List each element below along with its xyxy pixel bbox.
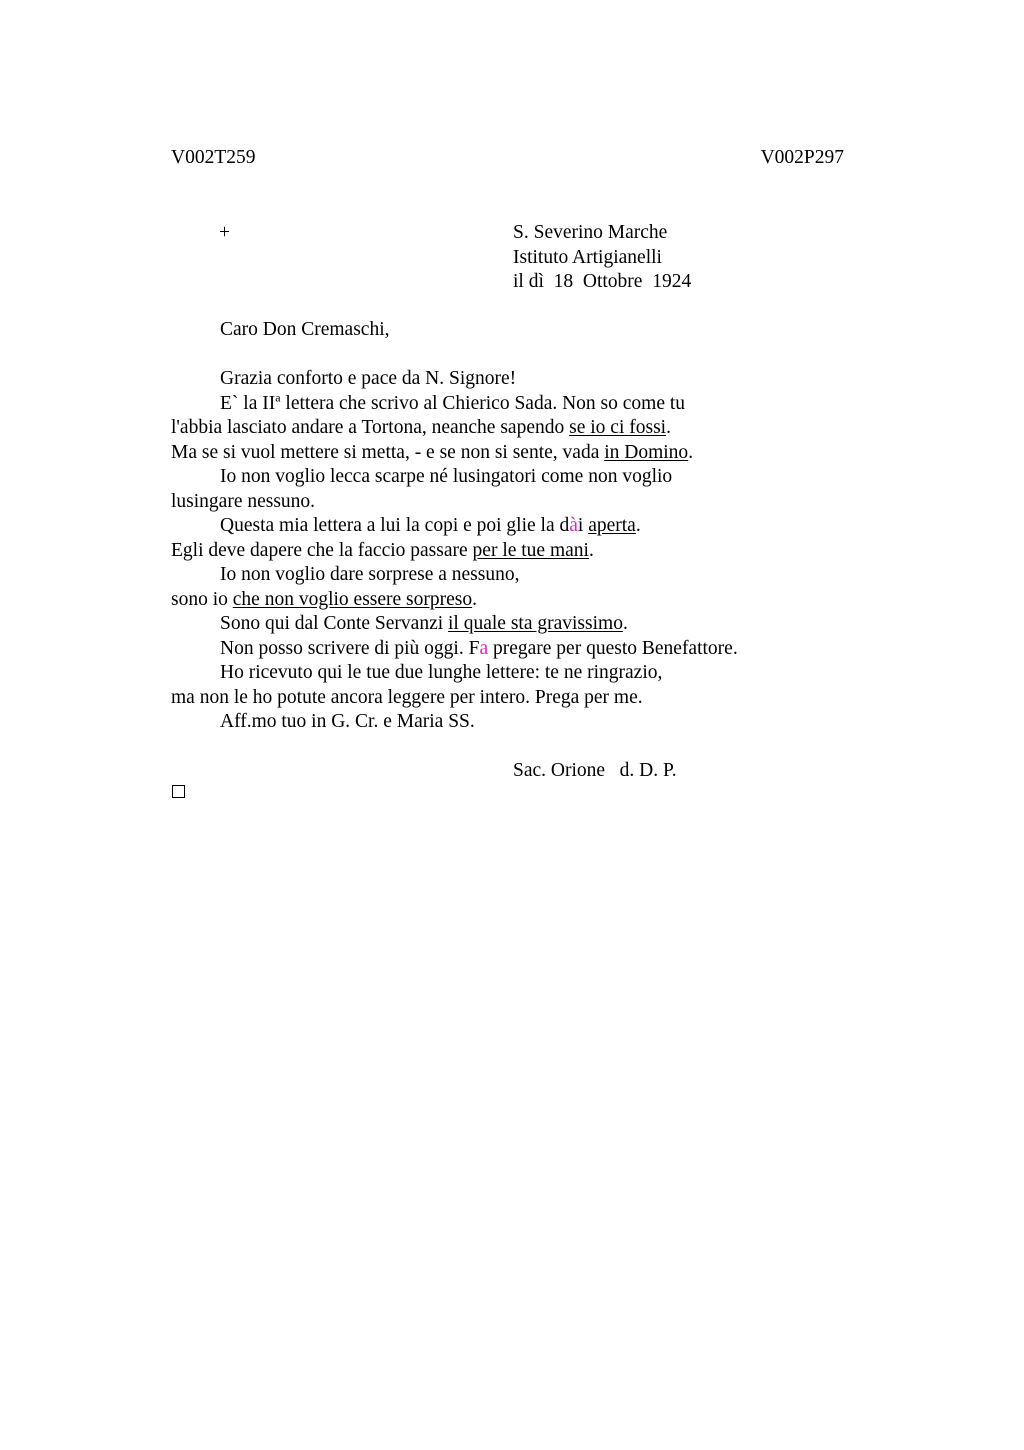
text-run: . xyxy=(688,441,694,463)
highlighted-text: a xyxy=(479,637,489,659)
letterhead-block xyxy=(513,221,691,295)
end-mark-square-icon xyxy=(172,785,185,798)
letter-line xyxy=(171,392,851,417)
text-run: . xyxy=(472,588,477,610)
underlined-text: in Domino xyxy=(604,441,689,463)
letter-line xyxy=(171,539,851,564)
letterhead-date: il dì 18 Ottobre 1924 xyxy=(513,271,692,292)
document-reference-right: V002P297 xyxy=(760,147,844,168)
letter-line xyxy=(171,637,851,662)
letter-line: Ho ricevuto qui le tue due lunghe lettere: te ne ringrazio, xyxy=(220,662,663,683)
text-run: . xyxy=(622,613,628,634)
underlined-text: il quale sta gravissimo xyxy=(448,613,623,634)
text-run: E` la II xyxy=(220,392,276,414)
text-run: Questa mia lettera a lui la copi e poi glie la d xyxy=(220,515,570,536)
underlined-text: aperta xyxy=(588,515,636,536)
letter-line xyxy=(171,514,851,539)
text-run: Ma se si vuol mettere si metta, - e se non si sente, vada xyxy=(171,441,605,463)
superscript: a xyxy=(275,390,281,404)
letter-line xyxy=(171,588,851,613)
text-run: l'abbia lasciato andare a Tortona, neanche sapendo xyxy=(171,417,570,438)
text-run: Non posso scrivere di più oggi. F xyxy=(220,637,480,659)
letter-line xyxy=(171,441,851,466)
letterhead-institute: Istituto Artigianelli xyxy=(513,246,662,268)
letter-line xyxy=(171,612,851,637)
signature: Sac. Orione d. D. P. xyxy=(513,760,677,781)
letterhead-place: S. Severino Marche xyxy=(513,222,668,243)
letter-line: Io non voglio dare sorprese a nessuno, xyxy=(220,564,520,585)
letter-line xyxy=(171,416,851,441)
cross-symbol: + xyxy=(219,222,230,243)
underlined-text: se io ci fossi xyxy=(569,417,667,438)
text-run: lettera che scrivo al Chierico Sada. Non so come tu xyxy=(280,392,686,414)
text-run: i xyxy=(577,515,589,536)
letter-body xyxy=(171,318,851,784)
underlined-text: che non voglio essere sorpreso xyxy=(232,588,473,610)
letter-line: lusingare nessuno. xyxy=(171,490,316,512)
text-run: sono io xyxy=(171,588,233,610)
document-reference-left: V002T259 xyxy=(171,147,256,168)
text-run: pregare per questo Benefattore. xyxy=(488,637,738,659)
letter-line: ma non le ho potute ancora leggere per intero. Prega per me. xyxy=(171,686,643,708)
salutation: Caro Don Cremaschi, xyxy=(220,319,390,340)
highlighted-text: à xyxy=(569,515,578,536)
closing: Aff.mo tuo in G. Cr. e Maria SS. xyxy=(220,711,475,732)
underlined-text: per le tue mani xyxy=(472,539,589,561)
text-run: . xyxy=(588,539,594,561)
text-run: . xyxy=(635,515,641,536)
text-run: Egli deve dapere che la faccio passare xyxy=(171,539,473,561)
text-run: . xyxy=(666,417,671,438)
text-run: Sono qui dal Conte Servanzi xyxy=(220,613,449,634)
letter-line: Grazia conforto e pace da N. Signore! xyxy=(220,368,517,389)
letter-line: Io non voglio lecca scarpe né lusingatori come non voglio xyxy=(220,466,673,487)
